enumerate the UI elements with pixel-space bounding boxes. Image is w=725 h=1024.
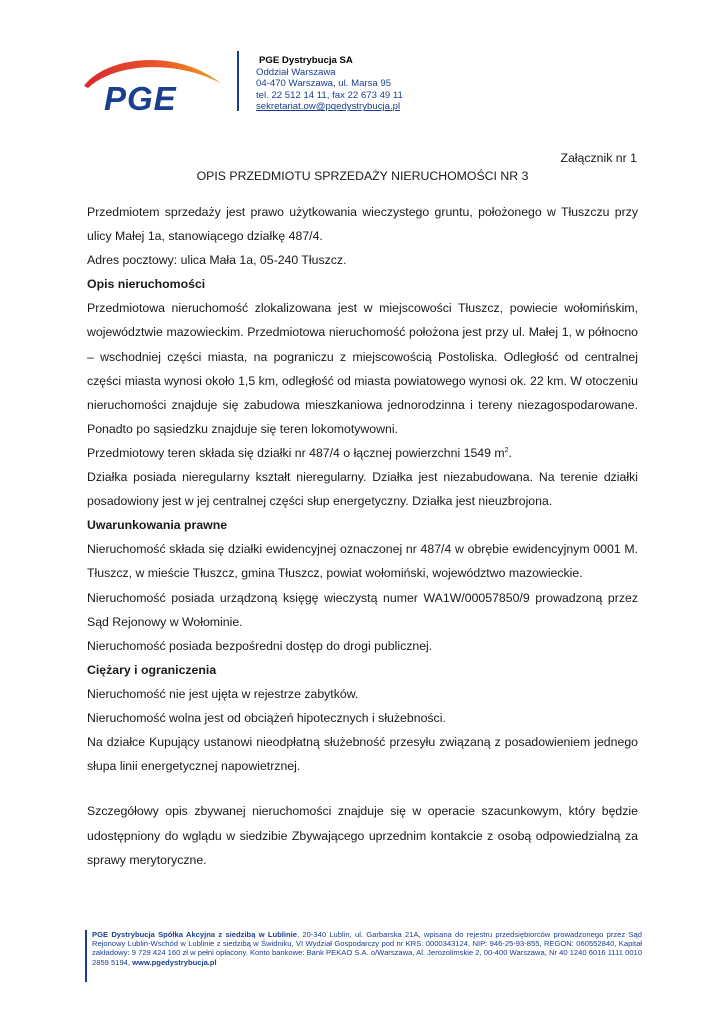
footer-details: , 20-340 Lublin, ul. Garbarska 21A, wpisana do rejestru przedsiębiorców prowadzonego przez Sąd Rejonowy Lublin-Wschód w Lublinie z siedzibą w Świdniku, VI Wydział Gospodarczy pod nr KRS: 0000343124, NIP: 946-25-93-855, REGON: 060552840, Kapitał zakładowy: 9 729 424 160 zł w pełni opłacony. Konto bankowe: Bank PEKAO S.A. o/Warszawa, Al. Jerozolimskie 2, 00-400 Warszawa, Nr 40 1240 6016 1111 0010 2859 5194, (92, 930, 642, 967)
branch-address: 04-470 Warszawa, ul. Marsa 95 (256, 78, 392, 90)
paragraph-location: Przedmiotowa nieruchomość zlokalizowana jest w miejscowości Tłuszcz, powiecie wołomińskim, województwie mazowieckim. Przedmiotowa nieruchomość położona jest przy ul. Małej 1, w północno – wschodniej części miasta, na pograniczu z miejscowością Postoliska. Odległość od centralnej części miasta wynosi około 1,5 km, odległość od miasta powiatowego wynosi ok. 22 km. W otoczeniu nieruchomości znajduje się zabudowa mieszkaniowa jednorodzinna i tereny niezagospodarowane. Ponadto po sąsiedzku znajduje się teren lokomotywowni. (87, 301, 638, 436)
logo-text: PGE (104, 80, 177, 116)
paragraph-area (87, 441, 638, 465)
area-superscript: 2 (504, 446, 509, 454)
branch-name: Oddział Warszawa (256, 66, 336, 78)
paragraph-cadastral: Nieruchomość składa się działki ewidencyjnej oznaczonej nr 487/4 w obrębie ewidencyjnym 0001 M. Tłuszcz, w mieście Tłuszcz, gmina Tłuszcz, powiat wołomiński, województwo mazowieckie. (87, 542, 638, 581)
paragraph-subject: Przedmiotem sprzedaży jest prawo użytkowania wieczystego gruntu, położonego w Tłuszczu przy ulicy Małej 1a, stanowiącego działkę 487/4. (87, 205, 638, 244)
paragraph-land-register: Nieruchomość posiada urządzoną księgę wieczystą numer WA1W/00057850/9 prowadzoną przez Sąd Rejonowy w Wołominie. (87, 590, 638, 629)
letterhead (256, 55, 403, 113)
heading-property-description: Opis nieruchomości (87, 277, 206, 292)
paragraph-road-access: Nieruchomość posiada bezpośredni dostęp do drogi publicznej. (87, 638, 433, 653)
paragraph-easement: Na działce Kupujący ustanowi nieodpłatną służebność przesyłu związaną z posadowieniem jednego słupa linii energetycznej napowietrznej. (87, 735, 638, 774)
paragraph-mortgages: Nieruchomość wolna jest od obciążeń hipotecznych i służebności. (87, 710, 446, 725)
pge-logo (82, 50, 224, 116)
paragraph-address: Adres pocztowy: ulica Mała 1a, 05-240 Tłuszcz. (87, 253, 347, 268)
header-divider (237, 51, 239, 111)
footer (92, 930, 642, 967)
email-link[interactable]: sekretariat.ow@pgedystrybucja.pl (256, 101, 401, 113)
company-name: PGE Dystrybucja SA (259, 55, 353, 66)
paragraph-valuation: Szczegółowy opis zbywanej nieruchomości znajduje się w operacie szacunkowym, który będzie udostępniony do wglądu w siedzibie Zbywającego uprzednim kontakcie z osobą odpowiedzialną za sprawy merytoryczne. (87, 804, 638, 868)
document-body (87, 200, 638, 872)
footer-company: PGE Dystrybucja Spółka Akcyjna z siedzibą w Lublinie (92, 930, 297, 939)
spacer (87, 778, 638, 799)
paragraph-monuments: Nieruchomość nie jest ujęta w rejestrze zabytków. (87, 686, 359, 701)
phone-fax: tel. 22 512 14 11, fax 22 673 49 11 (256, 89, 403, 101)
document-title: OPIS PRZEDMIOTU SPRZEDAŻY NIERUCHOMOŚCI NR 3 (196, 169, 529, 183)
paragraph-plot: Działka posiada nieregularny kształt nieregularny. Działka jest niezabudowana. Na terenie działki posadowiony jest w jej centralnej części słup energetyczny. Działka jest nieuzbrojona. (87, 470, 638, 509)
annex-label: Załącznik nr 1 (560, 151, 637, 165)
heading-encumbrances: Ciężary i ograniczenia (87, 662, 217, 677)
area-text: Przedmiotowy teren składa się działki nr 487/4 o łącznej powierzchni 1549 m (87, 445, 505, 460)
footer-website[interactable]: www.pgedystrybucja.pl (132, 957, 217, 967)
heading-legal-conditions: Uwarunkowania prawne (87, 518, 228, 533)
footer-divider (85, 930, 87, 982)
area-end: . (508, 445, 512, 460)
